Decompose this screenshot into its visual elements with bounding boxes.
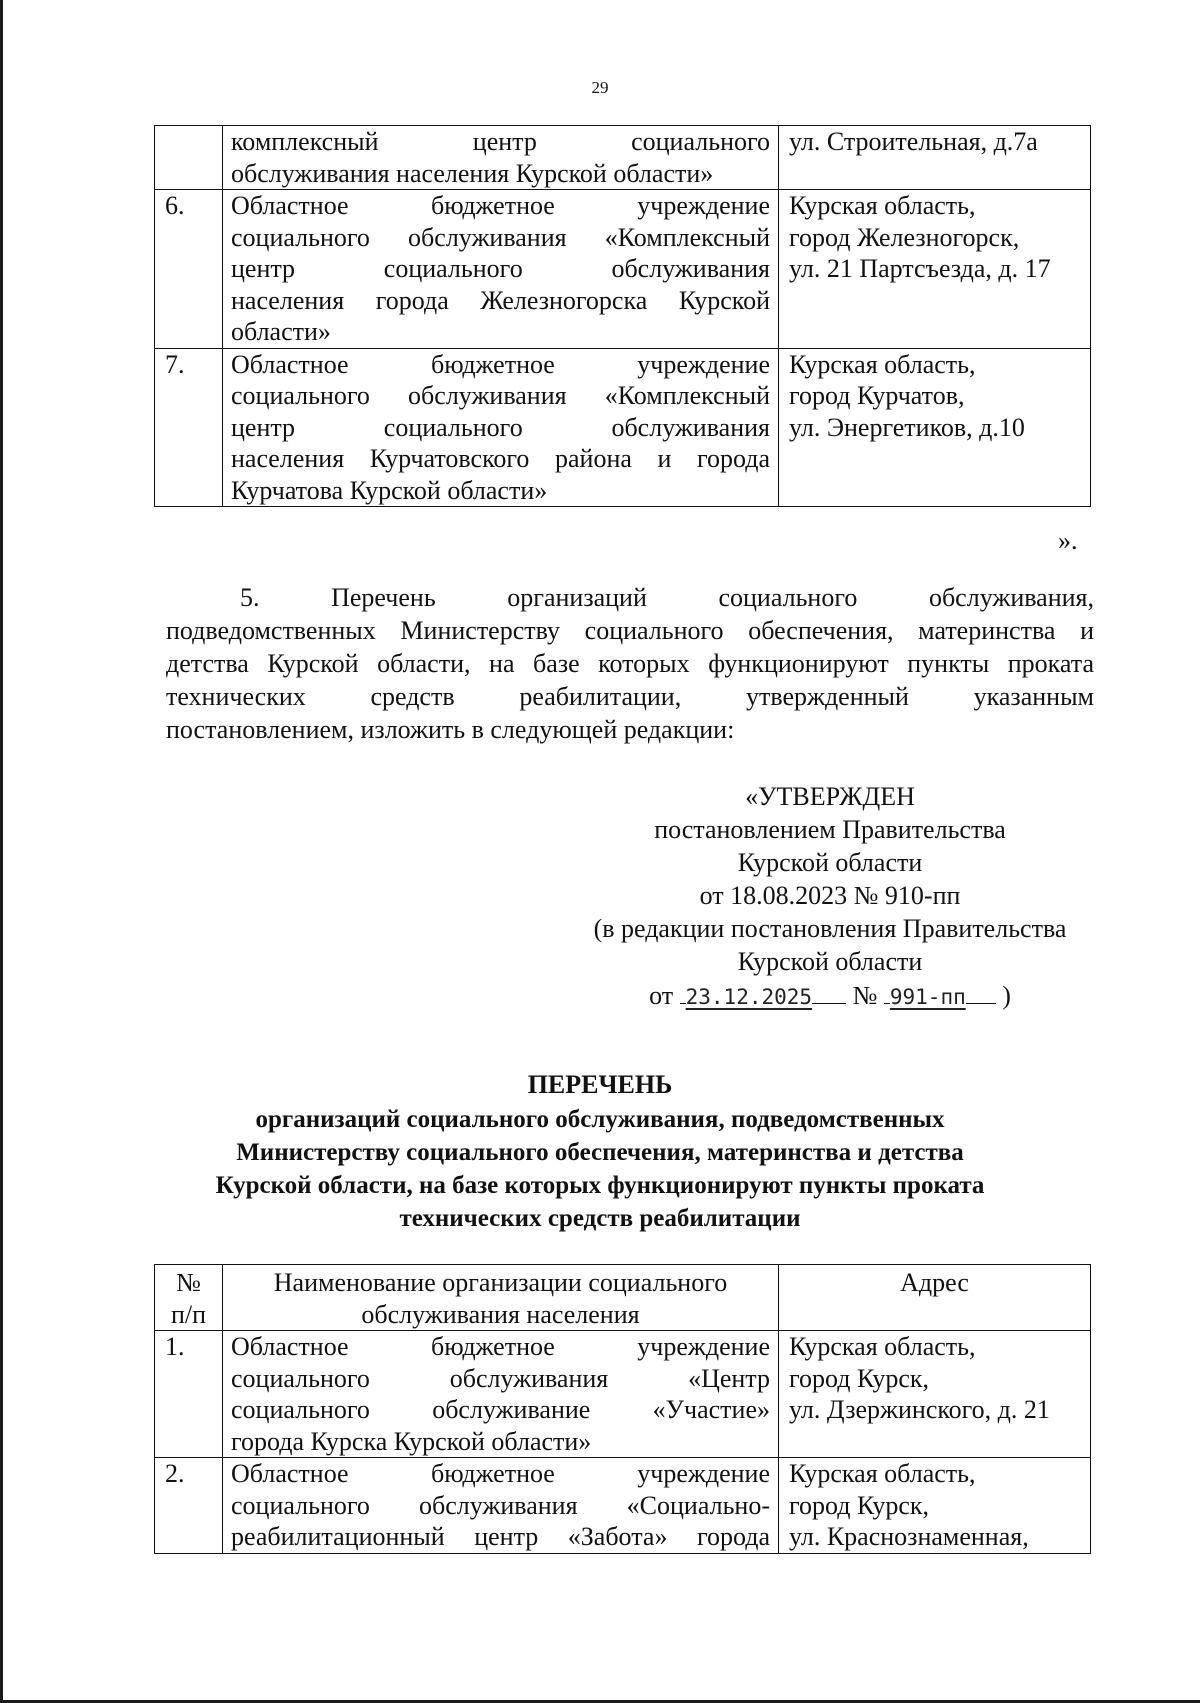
organization-address: Курская область, город Курчатов, ул. Энергетиков, д.10 bbox=[779, 348, 1091, 507]
organization-name: комплексный центр социального обслуживания населения Курской области» bbox=[223, 126, 779, 190]
amendment-number: 991-пп bbox=[889, 985, 966, 1009]
organizations-table bbox=[154, 1264, 1091, 1554]
list-title: ПЕРЕЧЕНЬ организаций социального обслуживания, подведомственных Министерству социального обеспечения, материнства и детства Курской области, на базе которых функционируют пункты проката технических средств реабилитации bbox=[130, 1068, 1070, 1235]
table-row bbox=[155, 1458, 1091, 1554]
table-header bbox=[155, 1265, 1091, 1331]
amendment-date-line: от 23.12.2025 № 991-пп ) bbox=[649, 981, 1011, 1010]
amendment-date: 23.12.2025 bbox=[685, 985, 813, 1009]
approval-block: «УТВЕРЖДЕН постановлением Правительства Курской области от 18.08.2023 № 910-пп (в редакции постановления Правительства Курской области от 23.12.2025 № 991-пп ) bbox=[560, 780, 1100, 1014]
organization-address: Курская область, город Курск, ул. Дзержинского, д. 21 bbox=[779, 1331, 1091, 1458]
organization-name: Областное бюджетное учреждение социального обслуживания «Центр социального обслуживание «Участие» города Курска Курской области» bbox=[223, 1331, 779, 1458]
page-number: 29 bbox=[591, 78, 609, 97]
approval-heading: «УТВЕРЖДЕН bbox=[745, 782, 915, 811]
organization-name: Областное бюджетное учреждение социального обслуживания «Комплексный центр социального обслуживания населения Курчатовского района и города Курчатова Курской области» bbox=[223, 348, 779, 507]
continuation-table bbox=[154, 125, 1091, 507]
header-name: Наименование организации социального обслуживания населения bbox=[223, 1265, 779, 1331]
table-row bbox=[155, 126, 1091, 190]
organization-name: Областное бюджетное учреждение социального обслуживания «Социально- реабилитационный центр «Забота» города bbox=[223, 1458, 779, 1554]
amendment-paragraph: 5. Перечень организаций социального обслуживания, подведомственных Министерству социального обеспечения, материнства и детства Курской области, на базе которых функционируют пункты проката технических средств реабилитации, утвержденный указанным постановлением, изложить в следующей редакции: bbox=[166, 583, 1094, 744]
row-number bbox=[155, 126, 223, 190]
table-row bbox=[155, 1331, 1091, 1458]
title-heading: ПЕРЕЧЕНЬ bbox=[527, 1070, 673, 1099]
closing-quote: ». bbox=[1058, 526, 1078, 555]
row-number: 1. bbox=[155, 1331, 223, 1458]
organization-address: Курская область, город Курск, ул. Краснознаменная, bbox=[779, 1458, 1091, 1554]
header-address: Адрес bbox=[779, 1265, 1091, 1331]
organization-name: Областное бюджетное учреждение социального обслуживания «Комплексный центр социального обслуживания населения города Железногорска Курской области» bbox=[223, 190, 779, 349]
scan-edge-left bbox=[0, 0, 3, 1703]
organization-address: Курская область, город Железногорск, ул. 21 Партсъезда, д. 17 bbox=[779, 190, 1091, 349]
row-number: 6. bbox=[155, 190, 223, 349]
table-row bbox=[155, 348, 1091, 507]
table-row bbox=[155, 190, 1091, 349]
row-number: 7. bbox=[155, 348, 223, 507]
row-number: 2. bbox=[155, 1458, 223, 1554]
header-number: № п/п bbox=[155, 1265, 223, 1331]
organization-address: ул. Строительная, д.7а bbox=[779, 126, 1091, 190]
